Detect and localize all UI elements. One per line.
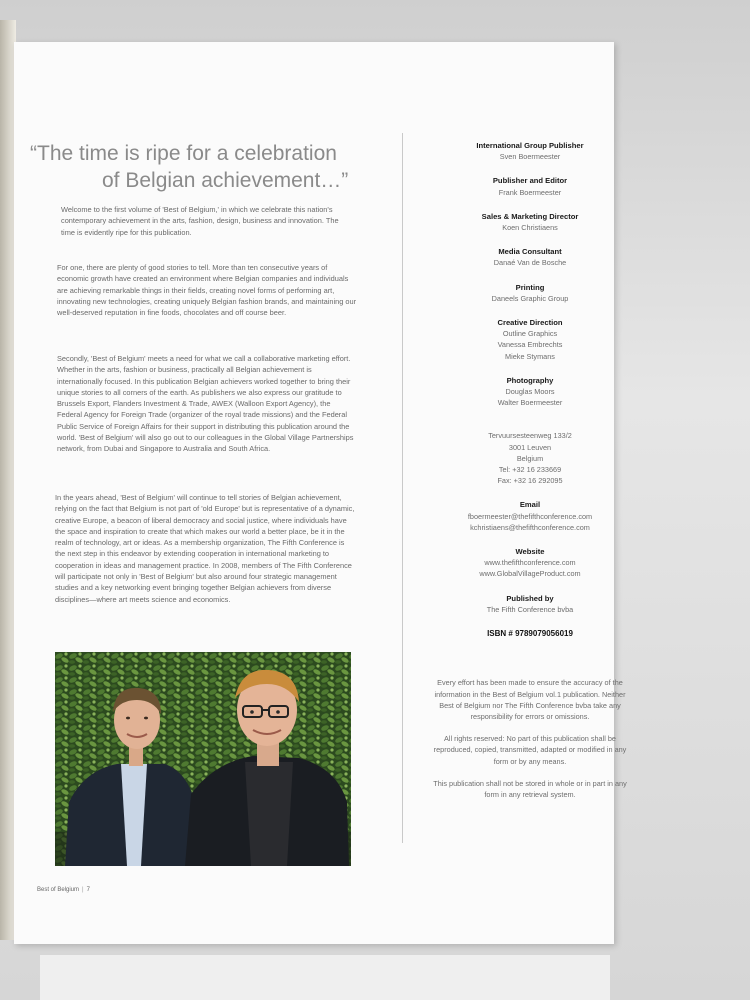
credit-role: Media Consultant (498, 247, 562, 257)
credit-creative-direction (430, 317, 630, 362)
credit-publisher-editor (430, 175, 630, 197)
credit-photography (430, 375, 630, 409)
editors-portrait-illustration (55, 652, 351, 866)
credit-name: Outline Graphics (502, 329, 558, 339)
address-fax: Fax: +32 16 292095 (497, 476, 563, 486)
credit-name: Mieke Stymans (505, 351, 555, 361)
credit-website (430, 546, 630, 580)
column-divider (402, 133, 403, 843)
credit-media-consultant (430, 246, 630, 268)
address-country: Belgium (516, 453, 544, 463)
footer-publication-title: Best of Belgium (37, 887, 80, 893)
page-number: 7 (86, 887, 90, 893)
disclaimer-rights: All rights reserved: No part of this publication shall be reproduced, copied, transmitted, adapted or modified in any form or by any means. (433, 734, 627, 766)
next-page-edge (40, 955, 610, 1000)
credit-role: Creative Direction (497, 318, 563, 328)
paragraph-3: Secondly, 'Best of Belgium' meets a need for what we call a collaborative marketing effort. Whether in the arts, fashion or business, practically all Belgian achievement is internationally focused. In this publication Belgian achievers worked together to bring their unique stories to all corners of the earth. As publishers we also express our gratitude to Brussels Export, Flanders Investment & Trade, AWEX (Walloon Export Agency), the Federal Agency for Foreign Trade (organizer of the royal trade missions) and the Federal Public Service of Foreign Affairs for their support in distributing this publication around the world. 'Best of Belgium' will also go out to our colleagues in the Global Village Partnerships network, from Dubai and Singapore to Australia and South Africa. (57, 354, 354, 454)
credit-name: Daneels Graphic Group (491, 293, 569, 303)
credit-role: Photography (506, 375, 554, 385)
credit-email (430, 499, 630, 533)
paragraph-1: Welcome to the first volume of 'Best of Belgium,' in which we celebrate this nation's contemporary achievement in the arts, fashion, design, business and innovation. The time is evidently ripe for this publication. (61, 205, 339, 237)
pull-quote-headline (30, 140, 350, 194)
credit-role: Sales & Marketing Director (481, 211, 579, 221)
credit-role: Printing (515, 282, 545, 292)
isbn-number: ISBN # 9789079056019 (487, 629, 573, 639)
legal-disclaimer (430, 677, 630, 800)
credit-role: Published by (506, 593, 554, 603)
credit-name: The Fifth Conference bvba (486, 604, 574, 614)
credit-name: Koen Christiaens (502, 223, 558, 233)
credit-role: Email (519, 500, 541, 510)
postal-address (430, 430, 630, 486)
address-telephone: Tel: +32 16 233669 (498, 465, 562, 475)
credit-role: International Group Publisher (476, 141, 584, 150)
credit-name: Danaé Van de Bosche (493, 258, 567, 268)
paragraph-2: For one, there are plenty of good stories to tell. More than ten consecutive years of economic growth have created an environment where Belgian companies and individuals are achieving remarkable things in their fields, creating novel forms of performing art, innovating new technologies, creating uniquely Belgian fashion brands, and maintaining our well-deserved reputation in fine foods, chocolates and off course beer. (57, 263, 357, 318)
credit-role: Website (515, 547, 545, 557)
credit-name: Sven Boermeester (499, 152, 561, 162)
address-street: Tervuursesteenweg 133/2 (488, 431, 572, 441)
headline-line-1: “The time is ripe for a celebration (30, 142, 337, 165)
page-footer (37, 887, 90, 893)
credit-international-group-publisher (430, 140, 630, 162)
paragraph-4: In the years ahead, 'Best of Belgium' will continue to tell stories of Belgian achievement, relying on the fact that Belgium is not part of 'old Europe' but is representative of a dynamic, creative Europe, a beacon of liberal democracy and social justice, where individuals have the space and inspiration to create that which makes our world a better place, be it in the realm of technology, art or ideas. As a membership organization, The Fifth Conference is the next step in this endeavor by extending cooperation in international marketing to cooperation in ideas and management practice. In 2008, members of The Fifth Conference will participate not only in 'Best of Belgium' but also around four strategic management studies and a key networking event bringing together Belgian achievers from diverse disciplines—where art meets science and economics. (55, 493, 355, 604)
email-address: fboermeester@thefifthconference.com (467, 511, 593, 521)
email-address: kchristiaens@thefifthconference.com (470, 522, 590, 532)
credit-printing (430, 282, 630, 304)
credit-name: Douglas Moors (505, 387, 555, 397)
footer-separator: | (82, 887, 84, 893)
masthead-credits (430, 140, 630, 811)
headline-line-2: of Belgian achievement…” (102, 169, 349, 192)
disclaimer-storage: This publication shall not be stored in whole or in part in any form in any retrieval system. (433, 778, 627, 799)
website-url: www.thefifthconference.com (484, 558, 576, 568)
address-city: 3001 Leuven (508, 442, 552, 452)
disclaimer-accuracy: Every effort has been made to ensure the accuracy of the information in the Best of Belgium vol.1 publication. Neither Best of Belgium nor The Fifth Conference bvba take any responsibility for errors or omissions. (434, 678, 626, 721)
editors-photo (55, 652, 351, 866)
credit-name: Vanessa Embrechts (497, 340, 563, 350)
credit-name: Frank Boermeester (498, 187, 562, 197)
credit-name: Walter Boermeester (497, 398, 563, 408)
website-url: www.GlobalVillageProduct.com (479, 569, 581, 579)
credit-published-by (430, 593, 630, 615)
credit-sales-marketing (430, 211, 630, 233)
credit-role: Publisher and Editor (492, 176, 568, 186)
